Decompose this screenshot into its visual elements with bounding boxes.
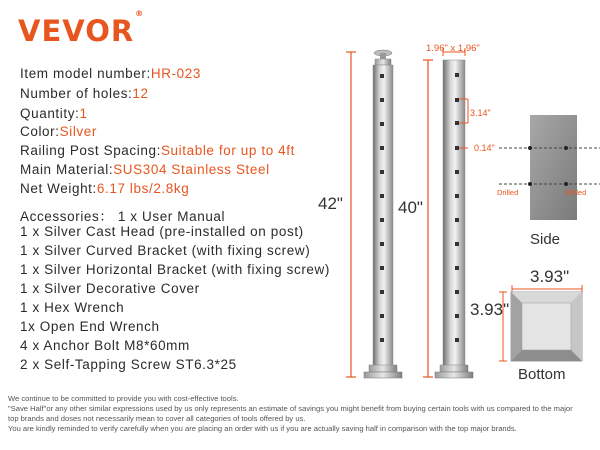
spec-label: Color: [20,124,60,139]
spec-label: Item model number: [20,66,151,81]
spec-value: 6.17 lbs/2.8kg [96,181,190,196]
spec-value: Suitable for up to 4ft [160,143,295,158]
accessory-item: 4 x Anchor Bolt M8*60mm [20,338,190,353]
spec-label: Number of holes: [20,86,133,101]
accessory-item: 2 x Self-Tapping Screw ST6.3*25 [20,357,237,372]
spec-label: Railing Post Spacing: [20,143,161,158]
accessory-item: 1 x User Manual [117,209,226,224]
accessories-title: Accessories： [20,209,114,224]
brand-name: VEVOR [18,14,135,48]
bottom-view [511,292,582,361]
accessory-item: 1 x Silver Horizontal Bracket (with fixing screw) [20,262,330,277]
accessory-item: 1x Open End Wrench [20,319,160,334]
total-height-label: 42" [318,194,343,213]
section-size-label: 1.96" x 1.96" [426,43,480,54]
side-view [499,115,600,220]
bottom-caption: Bottom [518,366,566,383]
spec-value: 1 [79,106,88,121]
side-caption: Side [530,231,561,248]
spec-value: SUS304 Stainless Steel [113,162,270,177]
disclaimer-line: You are kindly reminded to verify carefully when you are placing an order with us if you are actually saving half in comparison with the top major brands. [8,424,517,433]
accessory-item: 1 x Silver Cast Head (pre-installed on post) [20,224,304,239]
accessory-item: 1 x Silver Curved Bracket (with fixing screw) [20,243,311,258]
disclaimer-line: We continue to be committed to provide you with cost-effective tools. [8,394,239,403]
dimension-line-40 [423,60,433,377]
hole-spacing-label: 3.14" [470,108,491,118]
base-depth-label: 3.93" [470,300,510,319]
hole-offset-label: 0.14" [474,143,495,153]
accessory-item: 1 x Hex Wrench [20,300,125,315]
disclaimer-line: top brands and doses not necessarily mean to cover all categories of tools offered by us. [8,414,306,423]
accessory-item: 1 x Silver Decorative Cover [20,281,200,296]
spec-label: Net Weight: [20,181,97,196]
spec-value: 12 [132,86,149,101]
base-width-label: 3.93" [530,267,570,286]
spec-label: Main Material: [20,162,114,177]
disclaimer-line: "Save Half"or any other similar expressions used by us only represents an estimate of savings you might benefit from buying certain tools with us compared to the major [8,404,573,413]
spec-label: Quantity: [20,106,80,121]
spec-value: Silver [59,124,97,139]
post-height-label: 40" [398,198,423,217]
spec-value: HR-023 [150,66,201,81]
post-with-head [364,50,402,378]
dimension-line-42 [346,52,356,377]
registered-mark: ® [135,9,145,19]
drilled-right-label: Drilled [565,188,587,197]
post-without-head [435,60,473,378]
drilled-left-label: Drilled [497,188,519,197]
